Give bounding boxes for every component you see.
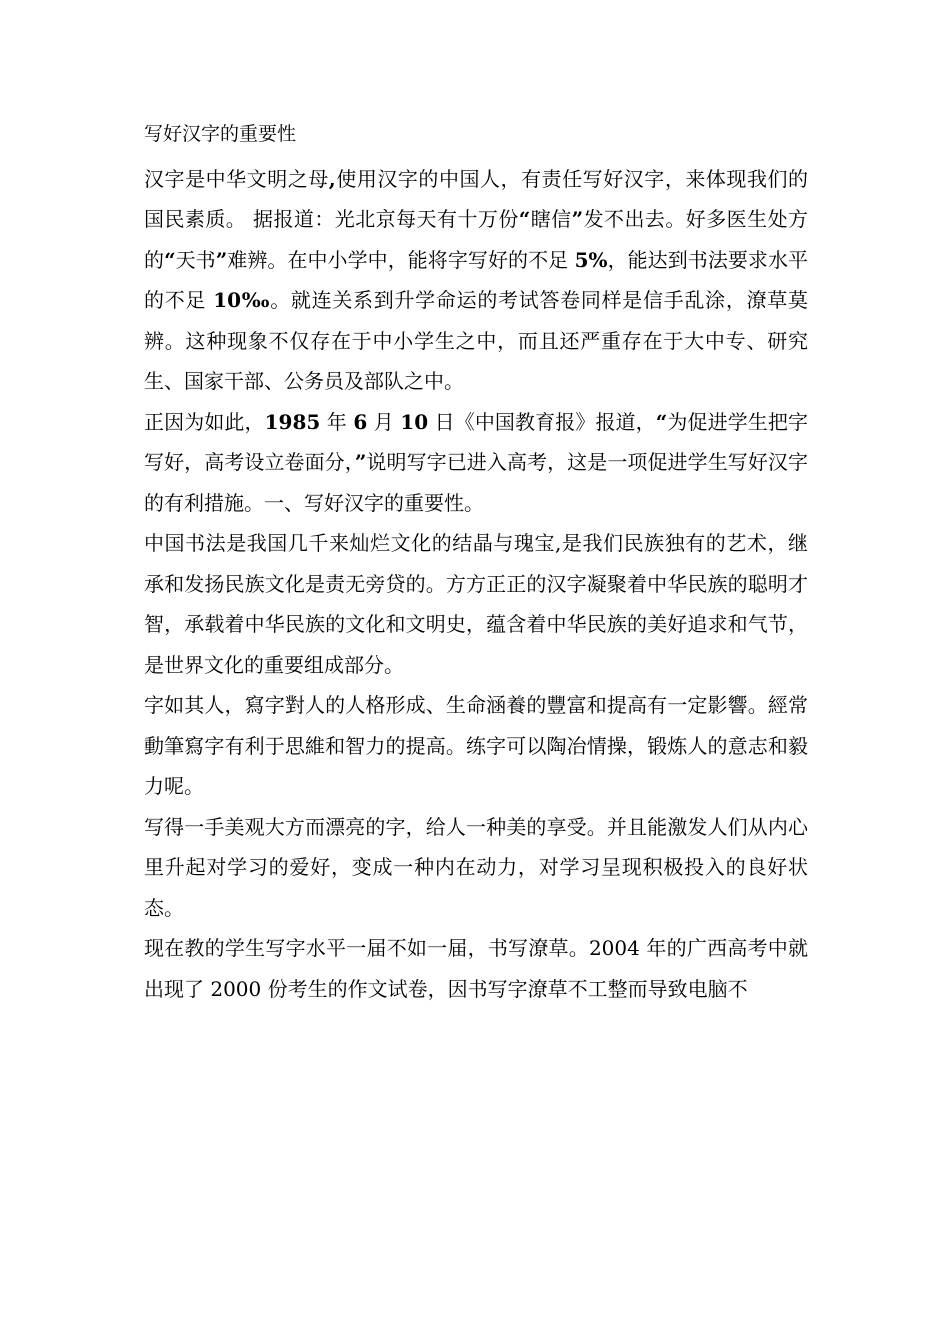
bold-run: “: [518, 207, 531, 231]
document-body: [144, 114, 808, 1009]
document-title: 写好汉字的重要性: [144, 123, 297, 145]
text-run: 难辨。在中小学中，能将字写好的不足: [227, 247, 575, 272]
paragraph-6: 现在教的学生写字水平一届不如一届，书写潦草。2004 年的广西高考中就出现了 2000 份考生的作文试卷，因书写字潦草不工整而导致电脑不: [144, 936, 808, 1001]
text-run: 年: [320, 409, 354, 434]
text-run: 为促进学生把字写好，高考设立卷面分，: [144, 409, 809, 474]
text-run: 日《中国教育报》报道，: [428, 409, 656, 434]
bold-run: 10‰: [213, 288, 271, 312]
paragraph-1: [144, 159, 808, 402]
text-run: ，能达到书法要求水平的不足: [144, 247, 809, 312]
bold-run: ”: [354, 450, 367, 474]
paragraph-3: 中国书法是我国几千来灿烂文化的结晶与瑰宝,是我们民族独有的艺术，继承和发扬民族文化是责无旁贷的。方方正正的汉字凝聚着中华民族的聪明才智，承载着中华民族的文化和文明史，蕴含着中华民族的美好追求和气节，是世界文化的重要组成部分。: [144, 531, 808, 677]
bold-run: ,: [328, 166, 336, 191]
text-run: 。就连关系到升学命运的考试答卷同样是信手乱涂，潦草莫辨。这种现象不仅存在于中小学生之中，而且还严重存在于大中专、研究生、国家干部、公务员及部队之中。: [144, 288, 809, 393]
paragraph-2: [144, 402, 808, 524]
bold-run: 1985: [264, 409, 321, 434]
text-run: 汉字是中华文明之母: [144, 166, 329, 191]
bold-run: ”: [571, 207, 584, 231]
bold-run: 10: [400, 409, 429, 434]
paragraph-4: 字如其人，寫字對人的人格形成、生命涵養的豐富和提高有一定影響。經常動筆寫字有利于思維和智力的提高。练字可以陶冶情操，锻炼人的意志和毅力呢。: [144, 693, 808, 798]
bold-run: 5%: [574, 247, 608, 272]
paragraph-5: 写得一手美观大方而漂亮的字，给人一种美的享受。并且能激发人们从内心里升起对学习的爱好，变成一种内在动力，对学习呈现积极投入的良好状态。: [144, 814, 808, 920]
text-run: 天书: [175, 247, 216, 272]
text-run: 发不出去。好多医生处方的: [144, 207, 809, 272]
text-run: 月: [367, 409, 401, 434]
bold-run: 6: [353, 409, 368, 434]
bold-run: “: [655, 409, 668, 434]
bold-run: “: [164, 247, 176, 272]
bold-run: ”: [215, 247, 228, 272]
text-run: 使用汉字的中国人，有责任写好汉字，来体现我们的国民素质。 据报道：光北京每天有十万份: [144, 166, 809, 231]
text-run: 瞎信: [530, 207, 572, 231]
text-run: 说明写字已进入高考，这是一项促进学生写好汉字的有利措施。一、写好汉字的重要性。: [144, 450, 808, 515]
text-run: 正因为如此，: [144, 409, 265, 434]
